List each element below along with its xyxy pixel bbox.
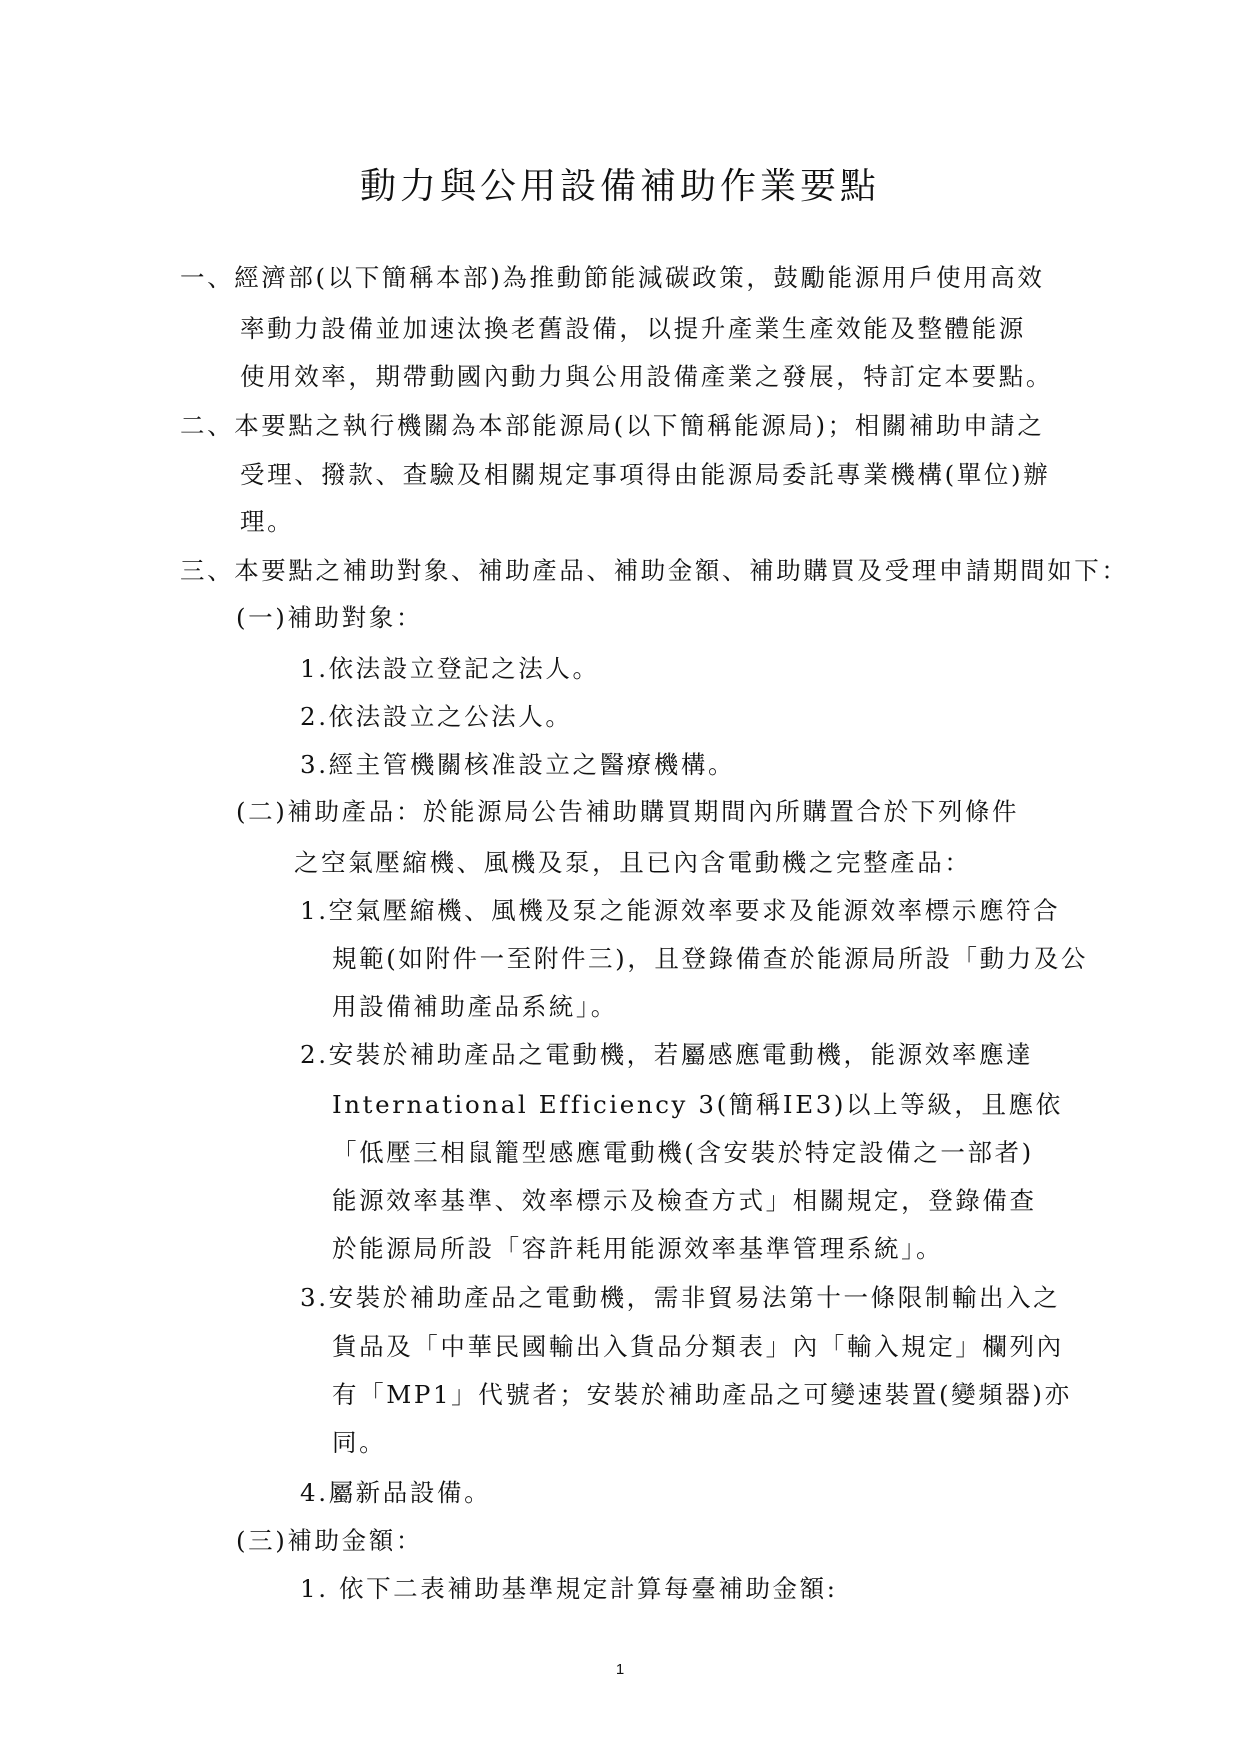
- text-line: 1.依法設立登記之法人。: [300, 654, 600, 683]
- text-line: 「低壓三相鼠籠型感應電動機(含安裝於特定設備之一部者): [332, 1138, 1034, 1167]
- text-line: 理。: [240, 507, 295, 536]
- page-number: 1: [615, 1661, 625, 1678]
- text-line: 率動力設備並加速汰換老舊設備，以提升產業生產效能及整體能源: [240, 314, 1026, 343]
- text-line: (三)補助金額：: [236, 1526, 423, 1555]
- text-line: 有「MP1」代號者；安裝於補助產品之可變速裝置(變頻器)亦: [332, 1380, 1072, 1409]
- text-line: 規範(如附件一至附件三)，且登錄備查於能源局所設「動力及公: [332, 944, 1089, 973]
- text-line: 3.經主管機關核准設立之醫療機構。: [300, 750, 736, 779]
- text-line: 受理、撥款、查驗及相關規定事項得由能源局委託專業機構(單位)辦: [240, 460, 1051, 489]
- text-line: 貨品及「中華民國輸出入貨品分類表」內「輸入規定」欄列內: [332, 1332, 1064, 1361]
- text-line: 一、經濟部(以下簡稱本部)為推動節能減碳政策，鼓勵能源用戶使用高效: [180, 263, 1045, 292]
- text-line: 同。: [332, 1428, 387, 1457]
- text-line: (二)補助產品：於能源局公告補助購買期間內所購置合於下列條件: [236, 797, 1020, 826]
- text-line: 於能源局所設「容許耗用能源效率基準管理系統」。: [332, 1234, 944, 1263]
- text-line: 1. 依下二表補助基準規定計算每臺補助金額:: [300, 1574, 838, 1603]
- text-line: 三、本要點之補助對象、補助產品、補助金額、補助購買及受理申請期間如下：: [180, 556, 1129, 585]
- text-line: International Efficiency 3(簡稱IE3)以上等級，且應依: [332, 1090, 1063, 1119]
- text-line: 3.安裝於補助產品之電動機，需非貿易法第十一條限制輸出入之: [300, 1283, 1061, 1312]
- text-line: 之空氣壓縮機、風機及泵，且已內含電動機之完整產品：: [294, 848, 972, 877]
- text-line: 1.空氣壓縮機、風機及泵之能源效率要求及能源效率標示應符合: [300, 896, 1061, 925]
- text-line: 使用效率，期帶動國內動力與公用設備產業之發展，特訂定本要點。: [240, 362, 1053, 391]
- text-line: 能源效率基準、效率標示及檢查方式」相關規定，登錄備查: [332, 1186, 1037, 1215]
- text-line: (一)補助對象：: [236, 603, 423, 632]
- document-title: 動力與公用設備補助作業要點: [359, 166, 880, 207]
- text-line: 用設備補助產品系統」。: [332, 992, 618, 1021]
- text-line: 2.依法設立之公法人。: [300, 702, 573, 731]
- text-line: 二、本要點之執行機關為本部能源局(以下簡稱能源局)；相關補助申請之: [180, 411, 1045, 440]
- text-line: 2.安裝於補助產品之電動機，若屬感應電動機，能源效率應達: [300, 1040, 1034, 1069]
- text-line: 4.屬新品設備。: [300, 1478, 492, 1507]
